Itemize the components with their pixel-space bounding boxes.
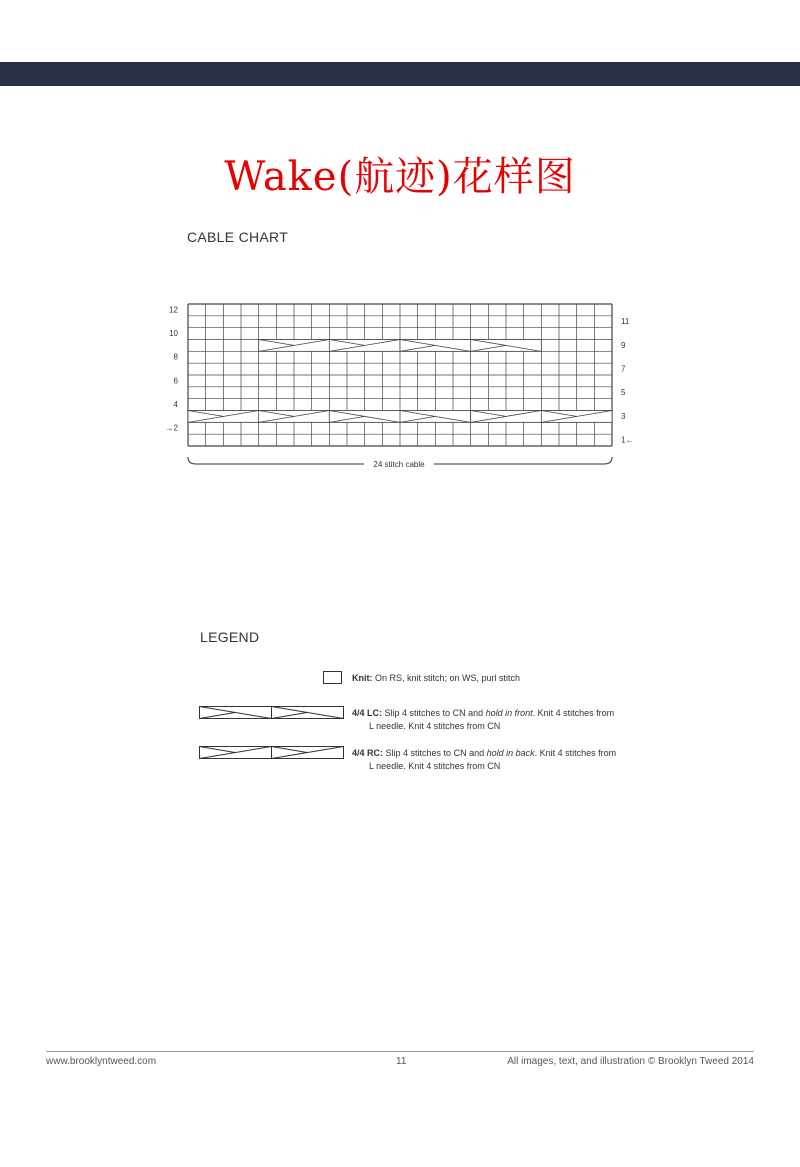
chart-grid — [188, 304, 612, 446]
legend-heading: LEGEND — [200, 629, 260, 645]
row-label-right: 3 — [621, 411, 626, 421]
row-label-right: 1← — [621, 435, 634, 445]
header-band — [0, 62, 800, 86]
row-label-left: 4 — [173, 399, 178, 409]
rc-swatch — [199, 746, 345, 760]
knit-swatch — [323, 671, 343, 685]
footer-copyright: All images, text, and illustration © Brooklyn Tweed 2014 — [507, 1056, 754, 1067]
cable-chart — [0, 290, 800, 480]
footer-page-number: 11 — [396, 1056, 407, 1067]
page-title: Wake(航迹)花样图 — [224, 154, 576, 200]
footer-divider — [46, 1051, 754, 1052]
row-label-right: 9 — [621, 340, 626, 350]
row-label-left: →2 — [165, 423, 178, 433]
legend-rc-text: 4/4 RC: Slip 4 stitches to CN and hold in back. Knit 4 stitches from L needle. Knit 4 stitches from CN — [352, 748, 617, 771]
stitch-caption: 24 stitch cable — [373, 460, 425, 469]
row-label-left: 10 — [169, 328, 178, 338]
cable-chart-heading: CABLE CHART — [187, 229, 289, 245]
legend-knit-text: Knit: On RS, knit stitch; on WS, purl stitch — [352, 673, 521, 683]
legend-lc-text: 4/4 LC: Slip 4 stitches to CN and hold in front. Knit 4 stitches from L needle. Knit 4 stitches from CN — [352, 708, 615, 731]
row-label-left: 12 — [169, 305, 178, 315]
row-label-left: 6 — [173, 376, 178, 386]
row-label-right: 5 — [621, 388, 626, 398]
row-label-right: 7 — [621, 364, 626, 374]
footer-website: www.brooklyntweed.com — [46, 1056, 157, 1067]
row-label-left: 8 — [173, 352, 178, 362]
row-label-right: 11 — [621, 317, 630, 327]
lc-swatch — [199, 706, 345, 720]
